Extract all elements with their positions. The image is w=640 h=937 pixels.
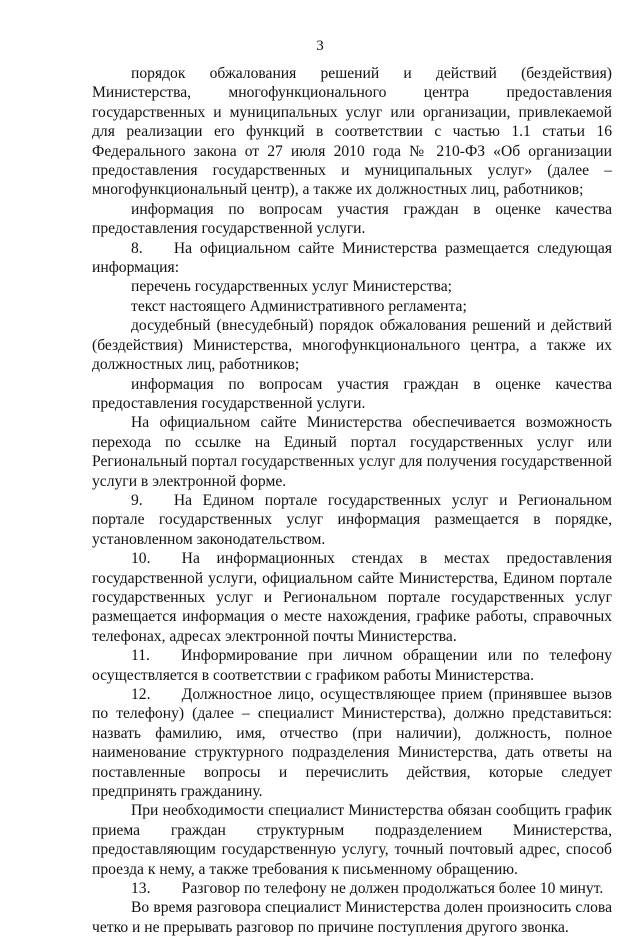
document-body bbox=[92, 64, 612, 937]
paragraph-item-13: 13. Разговор по телефону не должен продолжаться более 10 минут. bbox=[131, 880, 604, 898]
paragraph: информация по вопросам участия граждан в оценке качества предоставления государственной услуги. bbox=[92, 200, 612, 238]
page-number: 3 bbox=[316, 38, 324, 54]
paragraph-item-10: 10. На информационных стендах в местах предоставления государственной услуги, официальном сайте Министерства, Едином портале государственных услуг и Региональном портале государственных услуг размещается информация о месте нахождения, графике работы, справочных телефонах, адресах электронной почты Министерства. bbox=[92, 550, 612, 645]
paragraph: При необходимости специалист Министерства обязан сообщить график приема граждан структурным подразделением Министерства, предоставляющим государственную услугу, точный почтовый адрес, способ проезда к нему, а также требования к письменному обращению. bbox=[92, 802, 612, 878]
paragraph: информация по вопросам участия граждан в оценке качества предоставления государственной услуги. bbox=[92, 375, 612, 412]
paragraph-item-8: 8. На официальном сайте Министерства размещается следующая информация: bbox=[92, 239, 612, 277]
paragraph: На официальном сайте Министерства обеспечивается возможность перехода по ссылке на Единый портал государственных услуг или Региональный портал государственных услуг для получения государственной услуги в электронной форме. bbox=[92, 414, 612, 490]
paragraph: порядок обжалования решений и действий (бездействия) Министерства, многофункционального центра предоставления государственных и муниципальных услуг или организации, привлекаемой для реализации его функций в соответствии с частью 1.1 статьи 16 Федерального закона от 27 июля 2010 года № 210-ФЗ «Об организации предоставления государственных и муниципальных услуг» (далее – многофункциональный центр), а также их должностных лиц, работников; bbox=[92, 65, 612, 199]
paragraph-item-11: 11. Информирование при личном обращении или по телефону осуществляется в соответствии с графиком работы Министерства. bbox=[92, 647, 612, 684]
paragraph: Во время разговора специалист Министерства долен произносить слова четко и не прерывать разговор по причине поступления другого звонка. bbox=[92, 899, 612, 936]
paragraph-item-9: 9. На Едином портале государственных услуг и Региональном портале государственных услуг информация размещается в порядке, установленном законодательством. bbox=[92, 491, 612, 548]
paragraph-item-12: 12. Должностное лицо, осуществляющее прием (принявшее вызов по телефону) (далее – специалист Министерства), должно представиться: назвать фамилию, имя, отчество (при наличии), должность, полное наименование структурного подразделения Министерства, дать ответы на поставленные вопросы и перечислить действия, которые следует предпринять гражданину. bbox=[92, 686, 612, 801]
paragraph: досудебный (внесудебный) порядок обжалования решений и действий (бездействия) Министерства, многофункционального центра, а также их должностных лиц, работников; bbox=[92, 317, 612, 374]
paragraph: текст настоящего Административного регламента; bbox=[131, 297, 467, 315]
paragraph: перечень государственных услуг Министерства; bbox=[131, 278, 452, 296]
